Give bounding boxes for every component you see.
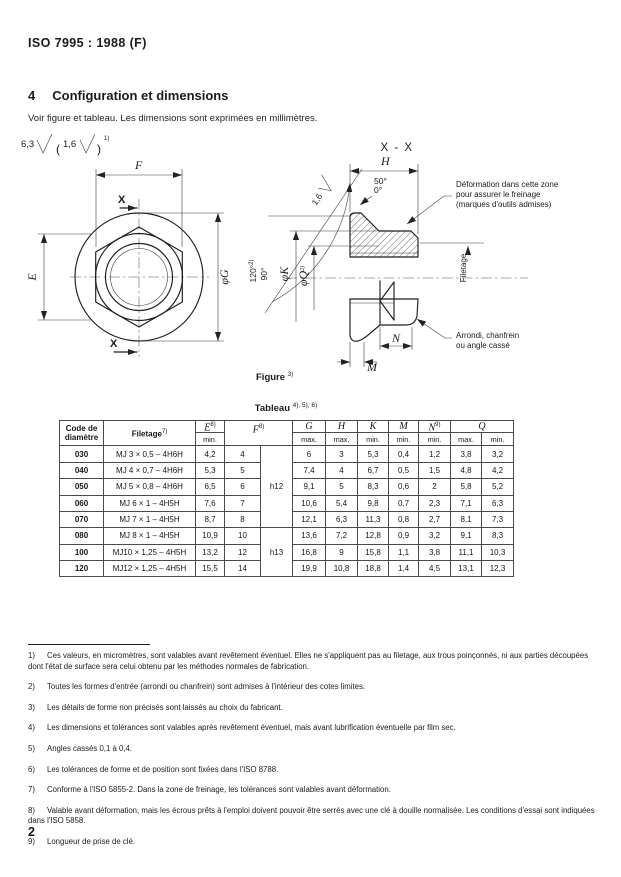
footnote-number: 3)	[28, 702, 35, 712]
table-head	[60, 421, 514, 446]
cell-q-min: 5,2	[482, 479, 514, 495]
cell-h-max: 5,4	[326, 495, 358, 511]
cell-g-max: 10,6	[293, 495, 326, 511]
cell-q-min: 3,2	[482, 446, 514, 462]
cell-e-min: 4,2	[196, 446, 225, 462]
footnote	[28, 806, 596, 827]
cell-m-min: 0,5	[389, 462, 419, 478]
footnote-number: 6)	[28, 764, 35, 774]
header-h-sub: max.	[326, 433, 358, 446]
footnote	[28, 682, 596, 693]
cell-k-min: 15,8	[358, 544, 389, 560]
cell-k-min: 11,3	[358, 511, 389, 527]
cell-m-min: 0,7	[389, 495, 419, 511]
header-h: H	[326, 421, 358, 433]
footnote	[28, 703, 596, 714]
cell-filetage: MJ 7 × 1 – 4H5H	[104, 511, 196, 527]
page-number: 2	[28, 825, 35, 839]
section-number: 4	[28, 88, 36, 103]
dim-h-label: H	[381, 154, 390, 168]
cone-angle-dimension	[248, 169, 362, 313]
cell-code: 100	[60, 544, 104, 560]
section-title: Configuration et dimensions	[52, 88, 229, 103]
cell-k-min: 18,8	[358, 561, 389, 577]
dim-q-label: $\varphi Q^{2)}$	[296, 265, 310, 287]
dim-n-label: N	[391, 331, 401, 345]
roughness-paren-close: )	[97, 142, 101, 156]
footnotes-list	[28, 651, 596, 858]
section-view	[248, 142, 559, 374]
footnote-text: Longueur de prise de clé.	[47, 836, 135, 846]
deformation-note-line3: (marques d'outils admises)	[456, 200, 552, 209]
cell-h-max: 9	[326, 544, 358, 560]
roughness-paren-open: (	[56, 142, 60, 156]
chamfer-note	[417, 319, 519, 350]
cell-filetage: MJ 4 × 0,7 – 4H6H	[104, 462, 196, 478]
cell-q-min: 4,2	[482, 462, 514, 478]
cell-m-min: 0,4	[389, 446, 419, 462]
footnote-number: 1)	[28, 651, 35, 660]
lower-half-outline	[350, 281, 418, 341]
footnote	[28, 723, 596, 734]
cell-code: 120	[60, 561, 104, 577]
thread-callout	[420, 243, 484, 282]
cone-angle-2-label: 90°	[259, 267, 269, 281]
header-m-sub: min.	[389, 433, 419, 446]
cell-h-max: 7,2	[326, 528, 358, 544]
footnote-number: 8)	[28, 805, 35, 815]
figure-caption-text: Figure	[256, 372, 286, 384]
cell-q-max: 8,1	[451, 511, 482, 527]
cell-h-max: 5	[326, 479, 358, 495]
centerlines	[70, 199, 209, 357]
cell-q-max: 5,8	[451, 479, 482, 495]
roughness-symbols	[21, 134, 109, 156]
header-k: K	[358, 421, 389, 433]
cell-n-min: 2	[419, 479, 451, 495]
dimension-e	[25, 234, 91, 320]
cell-f: 14	[225, 561, 261, 577]
cell-q-max: 7,1	[451, 495, 482, 511]
cell-filetage: MJ 8 × 1 – 4H5H	[104, 528, 196, 544]
cell-q-max: 11,1	[451, 544, 482, 560]
dimensions-table	[59, 420, 514, 577]
bearing-face-roughness	[305, 175, 335, 209]
footnote-number: 4)	[28, 723, 35, 733]
cell-q-max: 9,1	[451, 528, 482, 544]
cell-q-min: 10,3	[482, 544, 514, 560]
header-q: Q	[451, 421, 514, 433]
cell-q-min: 7,3	[482, 511, 514, 527]
cell-q-max: 4,8	[451, 462, 482, 478]
cell-q-max: 3,8	[451, 446, 482, 462]
header-q-max-sub: max.	[451, 433, 482, 446]
footnote-text: Ces valeurs, en micromètres, sont valables avant revêtement éventuel. Elles ne s'appliquent pas au filetage, aux trous poinçonnés, ni aux parties découpées dont l'état de surface sera celui obtenu par les méthodes normales de fabrication.	[28, 651, 589, 671]
table-title-text: Tableau	[254, 403, 290, 415]
header-n-sub: min.	[419, 433, 451, 446]
cell-q-min: 12,3	[482, 561, 514, 577]
cell-n-min: 2,3	[419, 495, 451, 511]
header-f: $F^{8)}$	[225, 421, 293, 446]
cell-k-min: 5,3	[358, 446, 389, 462]
cell-filetage: MJ 3 × 0,5 – 4H6H	[104, 446, 196, 462]
header-e: $E^{8)}$	[196, 421, 225, 433]
footnote-divider	[28, 644, 150, 645]
roughness-footnote-ref: 1)	[104, 136, 110, 142]
cell-m-min: 1,4	[389, 561, 419, 577]
dim-k-label: φK	[277, 266, 291, 282]
table-title-notes: 4), 5), 6)	[292, 402, 318, 409]
cell-h-max: 6,3	[326, 511, 358, 527]
cell-g-max: 19,9	[293, 561, 326, 577]
dimension-n	[380, 327, 412, 350]
header-g: G	[293, 421, 326, 433]
cell-f: 4	[225, 446, 261, 462]
cell-g-max: 7,4	[293, 462, 326, 478]
cell-filetage: MJ 5 × 0,8 – 4H6H	[104, 479, 196, 495]
roughness-main-value: 6,3	[21, 139, 35, 150]
cell-q-min: 6,3	[482, 495, 514, 511]
footnote-number: 2)	[28, 682, 35, 692]
footnote-text: Les tolérances de forme et de position sont fixées dans l'ISO 8788.	[47, 764, 279, 774]
roughness-check-icon	[314, 175, 335, 195]
header-q-min-sub: min.	[482, 433, 514, 446]
header-k-sub: min.	[358, 433, 389, 446]
cell-filetage: MJ10 × 1,25 – 4H5H	[104, 544, 196, 560]
cell-k-min: 12,8	[358, 528, 389, 544]
cell-f-tolerance: h13	[261, 528, 293, 577]
cell-q-max: 13,1	[451, 561, 482, 577]
cell-f: 7	[225, 495, 261, 511]
technical-drawing	[0, 128, 621, 390]
dimension-m	[337, 342, 378, 374]
section-mark-bottom: X	[110, 338, 118, 350]
cell-f: 6	[225, 479, 261, 495]
cell-e-min: 5,3	[196, 462, 225, 478]
footnote	[28, 765, 596, 776]
footnote-text: Les dimensions et tolérances sont valables après revêtement éventuel, mais avant lubrification éventuelle par film sec.	[47, 723, 456, 733]
chamfer-note-line1: Arrondi, chanfrein	[456, 331, 520, 340]
footnote	[28, 744, 596, 755]
cell-code: 040	[60, 462, 104, 478]
cell-code: 030	[60, 446, 104, 462]
cell-n-min: 3,2	[419, 528, 451, 544]
cell-n-min: 3,8	[419, 544, 451, 560]
cell-g-max: 6	[293, 446, 326, 462]
cell-n-min: 1,5	[419, 462, 451, 478]
front-view	[25, 158, 231, 357]
thread-label: Filetage	[459, 253, 468, 283]
cell-e-min: 7,6	[196, 495, 225, 511]
footnote-number: 9)	[28, 836, 35, 846]
footnote	[28, 651, 596, 672]
cell-m-min: 1,1	[389, 544, 419, 560]
cell-e-min: 10,9	[196, 528, 225, 544]
chamfer-note-line2: ou angle cassé	[456, 341, 510, 350]
footnote	[28, 785, 596, 796]
cell-f: 10	[225, 528, 261, 544]
header-e-sub: min.	[196, 433, 225, 446]
cell-filetage: MJ12 × 1,25 – 4H5H	[104, 561, 196, 577]
table-title	[59, 402, 513, 414]
cell-f-tolerance: h12	[261, 446, 293, 528]
header-m: M	[389, 421, 419, 433]
bore-chamfer-cone	[380, 282, 394, 320]
deformation-note-line2: pour assurer le freinage	[456, 190, 541, 199]
table-row	[60, 446, 514, 462]
cell-code: 070	[60, 511, 104, 527]
figure-caption	[256, 371, 293, 383]
cell-m-min: 0,9	[389, 528, 419, 544]
dim-m-label: M	[367, 360, 377, 374]
dim-f-label: F	[135, 158, 143, 172]
intro-text: Voir figure et tableau. Les dimensions sont exprimées en millimètres.	[28, 113, 318, 124]
cell-f: 12	[225, 544, 261, 560]
cell-m-min: 0,8	[389, 511, 419, 527]
cell-n-min: 1,2	[419, 446, 451, 462]
cell-e-min: 6,5	[196, 479, 225, 495]
cell-code: 050	[60, 479, 104, 495]
roughness-check-icon	[80, 134, 95, 153]
section-view-title: X - X	[380, 142, 414, 154]
cell-h-max: 3	[326, 446, 358, 462]
footnote-text: Conforme à l'ISO 5855-2. Dans la zone de freinage, les tolérances sont valables avant déformation.	[47, 785, 391, 795]
dim-e-label: E	[25, 273, 39, 281]
roughness-face-value: 1,6	[309, 191, 325, 208]
cell-g-max: 9,1	[293, 479, 326, 495]
section-mark-top: X	[118, 194, 126, 206]
cell-k-min: 8,3	[358, 479, 389, 495]
header-n: $N^{9)}$	[419, 421, 451, 433]
cell-e-min: 13,2	[196, 544, 225, 560]
section-heading	[28, 88, 228, 103]
header-code: Code de diamètre	[60, 421, 104, 446]
footnote-text: Les détails de forme non précisés sont laissés au choix du fabricant.	[47, 702, 283, 712]
cell-k-min: 6,7	[358, 462, 389, 478]
dim-g-label: φG	[217, 269, 231, 285]
cell-h-max: 10,8	[326, 561, 358, 577]
cell-q-min: 8,3	[482, 528, 514, 544]
cell-k-min: 9,8	[358, 495, 389, 511]
cell-f: 8	[225, 511, 261, 527]
footnote-text: Angles cassés 0,1 à 0,4.	[47, 743, 132, 753]
roughness-check-icon	[37, 134, 52, 153]
cell-f: 5	[225, 462, 261, 478]
table-body	[60, 446, 514, 577]
cell-code: 060	[60, 495, 104, 511]
footnote	[28, 837, 596, 848]
cell-h-max: 4	[326, 462, 358, 478]
header-filetage: Filetage$^{7)}$	[104, 421, 196, 446]
figure-caption-note: 3)	[287, 371, 294, 378]
cell-e-min: 8,7	[196, 511, 225, 527]
cell-n-min: 2,7	[419, 511, 451, 527]
header-g-sub: max.	[293, 433, 326, 446]
table-row	[60, 528, 514, 544]
angle-max-label: 50°	[374, 176, 387, 186]
cell-e-min: 15,5	[196, 561, 225, 577]
cell-g-max: 12,1	[293, 511, 326, 527]
cell-m-min: 0,6	[389, 479, 419, 495]
deformation-note	[407, 180, 559, 224]
footnote-number: 7)	[28, 785, 35, 795]
cell-code: 080	[60, 528, 104, 544]
cell-n-min: 4,5	[419, 561, 451, 577]
cell-g-max: 13,6	[293, 528, 326, 544]
deformation-note-line1: Déformation dans cette zone	[456, 180, 559, 189]
upper-section-hatched	[350, 213, 418, 257]
doc-reference: ISO 7995 : 1988 (F)	[28, 36, 147, 50]
footnote-text: Valable avant déformation, mais les écrous prêts à l'emploi doivent pouvoir être serrés avec une clé à douille normalisée. Les conditions d'essai sont indiquées dans l'ISO 5858.	[28, 805, 595, 826]
cell-filetage: MJ 6 × 1 – 4H5H	[104, 495, 196, 511]
footnote-text: Toutes les formes d'entrée (arrondi ou chanfrein) sont admises à l'intérieur des cotes limites.	[47, 682, 366, 692]
roughness-secondary-value: 1,6	[63, 139, 77, 150]
footnote-number: 5)	[28, 743, 35, 753]
cell-g-max: 16,8	[293, 544, 326, 560]
cone-angle-1-label: 120°$^{2)}$	[248, 259, 258, 283]
angle-min-label: 0°	[374, 185, 383, 195]
top-face-angle	[360, 176, 387, 205]
